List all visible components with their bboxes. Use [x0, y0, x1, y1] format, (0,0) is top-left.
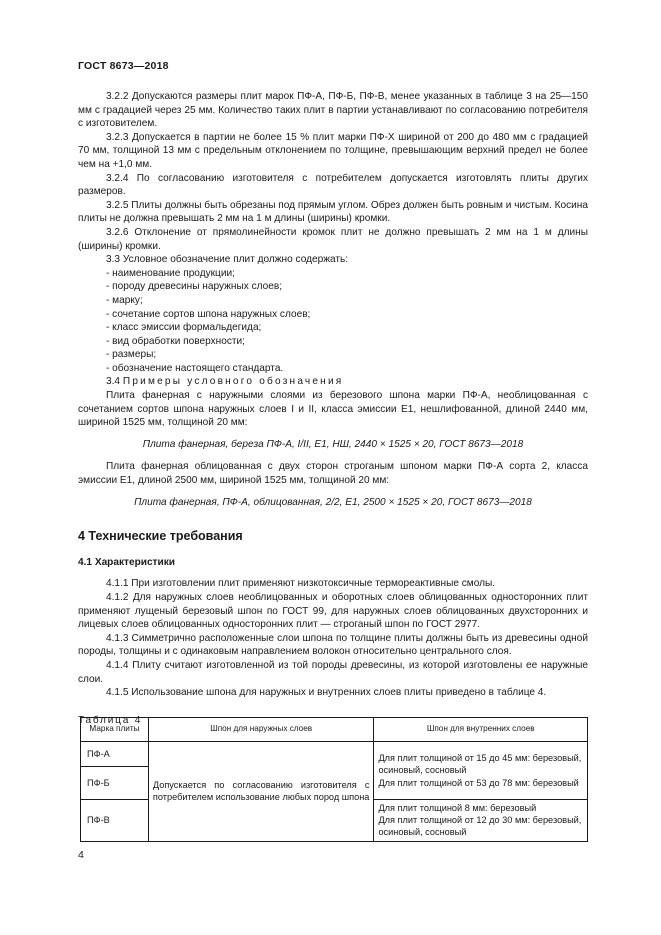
list-item: - сочетание сортов шпона наружных слоев;	[106, 308, 311, 320]
list-item: - марку;	[106, 294, 143, 306]
outer-veneer-cell: Допускается по согласованию изготовителя с потребителем использование любых пород шпона	[148, 742, 374, 842]
header-inner-veneer: Шпон для внутренних слоев	[374, 718, 588, 742]
clause-4-1-5: 4.1.5 Использование шпона для наружных и внутренних слоев плиты приведено в таблице 4.	[106, 687, 547, 699]
inner-veneer-cell-ab	[374, 742, 588, 800]
list-item: - вид обработки поверхности;	[106, 335, 245, 347]
list-item: - размеры;	[106, 349, 157, 361]
inner-veneer-line: Для плит толщиной 8 мм: березовый	[378, 803, 537, 813]
list-item: - наименование продукции;	[106, 267, 235, 279]
inner-veneer-line: Для плит толщиной от 15 до 45 мм: березовый, осиновый, сосновый	[378, 753, 582, 776]
page-number: 4	[78, 849, 84, 861]
example-2-designation: Плита фанерная, ПФ-А, облицованная, 2/2, Е1, 2500 × 1525 × 20, ГОСТ 8673—2018	[134, 496, 532, 508]
header-outer-veneer: Шпон для наружных слоев	[148, 718, 374, 742]
section-4-title: 4 Технические требования	[78, 529, 243, 544]
clause-3-4-number: 3.4	[106, 376, 121, 388]
subsection-4-1-title: 4.1 Характеристики	[78, 556, 175, 568]
body-text	[78, 90, 588, 731]
example-1-designation: Плита фанерная, береза ПФ-А, I/II, Е1, НШ, 2440 × 1525 × 20, ГОСТ 8673—2018	[142, 438, 524, 450]
header-plate-grade: Марка плиты	[81, 718, 149, 742]
clause-3-4-heading	[78, 375, 588, 389]
list-item: - обозначение настоящего стандарта.	[106, 362, 284, 374]
clause-3-4-title: Примеры условного обозначения	[122, 376, 344, 388]
list-item: - класс эмиссии формальдегида;	[106, 322, 262, 334]
grade-cell-pf-v: ПФ-В	[81, 800, 149, 842]
clause-3-2-6: 3.2.6 Отклонение от прямолинейности кромок плит не должно превышать 2 мм на 1 м длины (ширины) кромки.	[78, 226, 588, 252]
clause-4-1-4: 4.1.4 Плиту считают изготовленной из той породы древесины, из которой изготовлены ее наружные слои.	[78, 659, 588, 685]
example-1-description: Плита фанерная с наружными слоями из березового шпона марки ПФ-А, необлицованная с сочетанием сортов шпона наружных слоев I и II, класса эмиссии Е1, нешлифованной, длиной 2440 мм, шириной 1525 мм, толщиной 20 мм:	[78, 390, 588, 429]
table-caption-word: Таблица	[78, 714, 131, 726]
inner-veneer-cell-v	[374, 800, 588, 842]
clause-4-1-2: 4.1.2 Для наружных слоев необлицованных и оборотных слоев облицованных односторонних плит применяют лущеный березовый шпон по ГОСТ 99, для наружных слоев облицованных двухсторонних и лицевых слоев облицованных односторонних плит — строганый шпон по ГОСТ 2977.	[78, 592, 588, 631]
grade-cell-pf-b: ПФ-Б	[81, 767, 149, 800]
table-caption-number: 4	[134, 714, 143, 726]
clause-4-1-3: 4.1.3 Симметрично расположенные слои шпона по толщине плиты должны быть из древесины одной породы, толщины и с одинаковым направлением волокон относительно центрального слоя.	[78, 632, 588, 658]
table-header-row	[81, 718, 588, 742]
clause-3-3: 3.3 Условное обозначение плит должно содержать:	[106, 254, 349, 266]
inner-veneer-line: Для плит толщиной от 12 до 30 мм: березовый, осиновый, сосновый	[378, 815, 582, 838]
clause-3-2-2: 3.2.2 Допускаются размеры плит марок ПФ-А, ПФ-Б, ПФ-В, менее указанных в таблице 3 на 25—150 мм с градацией через 25 мм. Количество таких плит в партии устанавливают по согласованию потребителя с изготовителем.	[78, 91, 588, 130]
table-4	[78, 714, 588, 842]
clause-3-2-4: 3.2.4 По согласованию изготовителя с потребителем допускается изготовлять плиты других размеров.	[78, 172, 588, 198]
grade-cell-pf-a: ПФ-А	[81, 742, 149, 767]
clause-4-1-1: 4.1.1 При изготовлении плит применяют низкотоксичные термореактивные смолы.	[106, 578, 496, 590]
inner-veneer-line: Для плит толщиной от 53 до 78 мм: березовый	[378, 777, 579, 788]
clause-3-2-3: 3.2.3 Допускается в партии не более 15 % плит марки ПФ-Х шириной от 200 до 480 мм с градацией 70 мм, толщиной 13 мм с предельным отклонением по толщине, превышающим верхний предел не более чем на +1,0 мм.	[78, 131, 588, 170]
example-2-description: Плита фанерная облицованная с двух сторон строганым шпоном марки ПФ-А сорта 2, класса эмиссии Е1, длиной 2500 мм, шириной 1525 мм, толщиной 20 мм:	[78, 461, 588, 487]
table-row	[81, 742, 588, 767]
document-header: ГОСТ 8673—2018	[78, 60, 169, 72]
clause-3-2-5: 3.2.5 Плиты должны быть обрезаны под прямым углом. Обрез должен быть ровным и чистым. Косина плиты не должна превышать 2 мм на 1 м длины (ширины) кромки.	[78, 199, 588, 225]
list-item: - породу древесины наружных слоев;	[106, 281, 283, 293]
